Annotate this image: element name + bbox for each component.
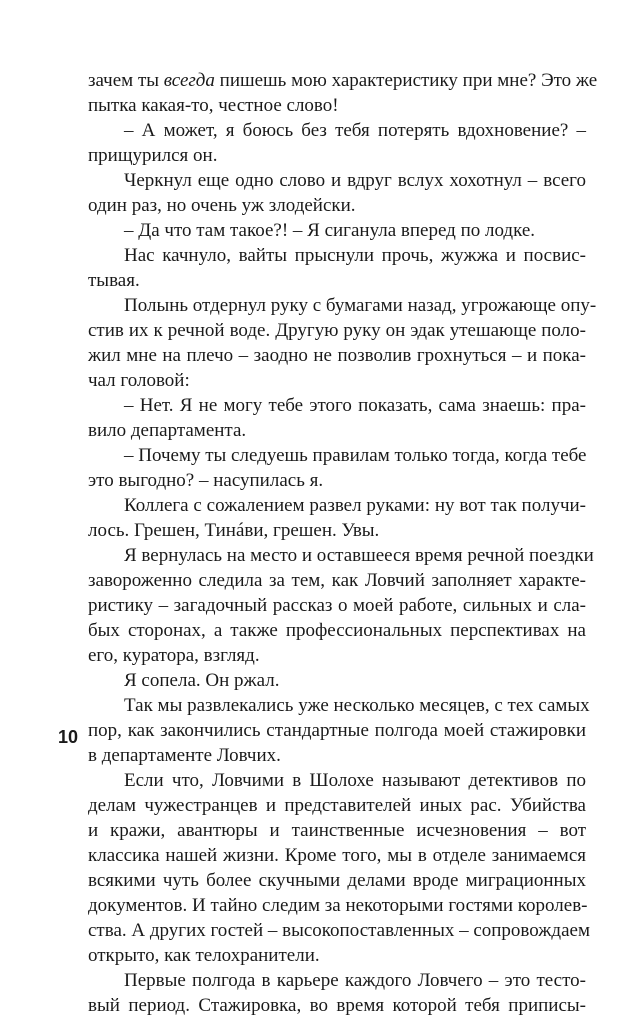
text-line: – А может, я боюсь без тебя потерять вдохновение? – bbox=[124, 120, 586, 141]
text-line: завороженно следила за тем, как Ловчий заполняет характе- bbox=[88, 570, 586, 591]
text-line: зачем ты всегда пишешь мою характеристику при мне? Это же bbox=[88, 70, 598, 91]
text-line: Я сопела. Он ржал. bbox=[124, 670, 280, 691]
text-line: – Почему ты следуешь правилам только тогда, когда тебе bbox=[124, 445, 587, 466]
text-line: бых сторонах, а также профессиональных перспективах на bbox=[88, 620, 586, 641]
text-line: всякими чуть более скучными делами вроде миграционных bbox=[88, 870, 586, 891]
text-line: и кражи, авантюры и таинственные исчезновения – вот bbox=[88, 820, 586, 841]
text-line: – Да что там такое?! – Я сиганула вперед по лодке. bbox=[124, 220, 536, 241]
text-line: ристику – загадочный рассказ о моей работе, сильных и сла- bbox=[88, 595, 586, 616]
text-line: это выгодно? – насупилась я. bbox=[88, 470, 324, 491]
text-line: пор, как закончились стандартные полгода моей стажировки bbox=[88, 720, 586, 741]
text-line: Полынь отдернул руку с бумагами назад, угрожающе опу- bbox=[124, 295, 597, 316]
text-line: Черкнул еще одно слово и вдруг вслух хохотнул – всего bbox=[124, 170, 586, 191]
text-line: Если что, Ловчими в Шолохе называют детективов по bbox=[124, 770, 586, 791]
text-line: прищурился он. bbox=[88, 145, 218, 166]
page-body-text bbox=[88, 68, 598, 1018]
text-line: пытка какая-то, честное слово! bbox=[88, 95, 339, 116]
text-line: вый период. Стажировка, во время которой тебя приписы- bbox=[88, 995, 586, 1016]
text-line: ства. А других гостей – высокопоставленных – сопровождаем bbox=[88, 920, 590, 941]
text-line: документов. И тайно следим за некоторыми гостями королев- bbox=[88, 895, 588, 916]
text-line: жил мне на плечо – заодно не позволив грохнуться – и пока- bbox=[88, 345, 586, 366]
text-line: Коллега с сожалением развел руками: ну вот так получи- bbox=[124, 495, 586, 516]
text-line: вило департамента. bbox=[88, 420, 247, 441]
text-line: тывая. bbox=[88, 270, 140, 291]
text-line: чал головой: bbox=[88, 370, 190, 391]
text-line: лось. Грешен, Тинáви, грешен. Увы. bbox=[88, 520, 380, 541]
text-line: Так мы развлекались уже несколько месяцев, с тех самых bbox=[124, 695, 590, 716]
text-line: один раз, но очень уж злодейски. bbox=[88, 195, 356, 216]
text-line: классика нашей жизни. Кроме того, мы в отделе занимаемся bbox=[88, 845, 586, 866]
page-number: 10 bbox=[58, 727, 79, 747]
text-line: стив их к речной воде. Другую руку он эдак утешающе поло- bbox=[88, 320, 586, 341]
text-line: в департаменте Ловчих. bbox=[88, 745, 281, 766]
text-line: его, куратора, взгляд. bbox=[88, 645, 260, 666]
text-line: – Нет. Я не могу тебе этого показать, сама знаешь: пра- bbox=[124, 395, 586, 416]
text-line: Нас качнуло, вайты прыснули прочь, жужжа и посвис- bbox=[124, 245, 586, 266]
text-line: Я вернулась на место и оставшееся время речной поездки bbox=[124, 545, 594, 566]
text-line: Первые полгода в карьере каждого Ловчего – это тесто- bbox=[124, 970, 586, 991]
text-line: открыто, как телохранители. bbox=[88, 945, 320, 966]
text-line: делам чужестранцев и представителей иных рас. Убийства bbox=[88, 795, 586, 816]
